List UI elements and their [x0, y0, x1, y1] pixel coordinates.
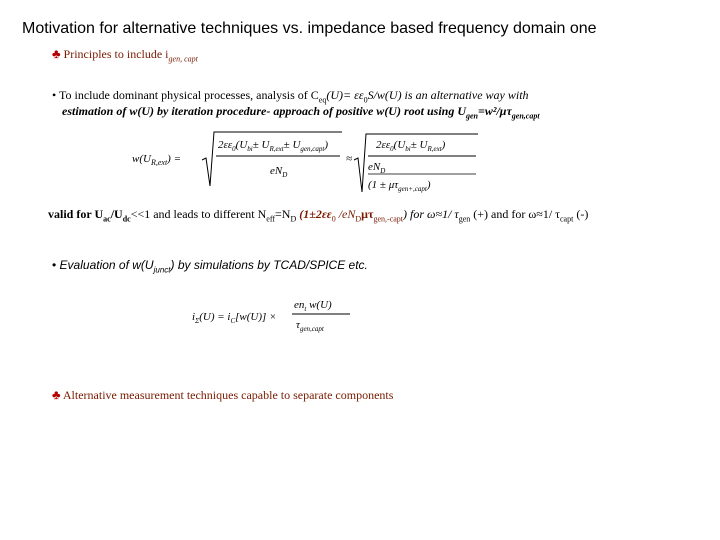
valid-h: ) for ω≈1/ τ	[403, 207, 459, 221]
valid-a-sub: ac	[103, 214, 111, 224]
para2-a: Evaluation of w(U	[59, 258, 154, 272]
club-bullet-icon: ♣	[52, 46, 61, 61]
equation-current-svg	[190, 294, 360, 342]
section-principles-sub: gen, capt	[168, 54, 198, 64]
section-alternative-text: Alternative measurement techniques capable to separate components	[62, 388, 394, 402]
para2-sub: junct	[153, 265, 171, 275]
eq2-numerator: $en_t$ w(U)	[294, 299, 332, 313]
svg-text:≈: ≈	[346, 153, 353, 165]
eq1-denominator-2b: $(1 \pm \mu\tau_{gen+,capt})$	[368, 179, 431, 193]
valid-a: valid for U	[48, 207, 104, 221]
eq2-denominator: $\tau_{gen,capt}$	[296, 319, 324, 333]
para1-text-a: To include dominant physical processes, analysis of C	[59, 88, 319, 102]
valid-i: (+) and for ω≈1/ τ	[470, 207, 560, 221]
valid-g: μτ	[361, 207, 374, 221]
section-principles-text: Principles to include i	[63, 47, 169, 61]
eq1-lhs: $w(U_{R,ext})$ =	[132, 153, 182, 167]
valid-e-sub: 0	[331, 214, 336, 224]
valid-b-sub: dc	[122, 214, 131, 224]
valid-h-sub: gen	[458, 214, 471, 224]
valid-g-sub: gen,-capt	[373, 214, 404, 224]
eq2-lhs: $i_\Sigma(U) = i_C[w(U)]$ ×	[192, 311, 277, 325]
paragraph-dominant-processes	[52, 88, 529, 104]
para2-b: ) by simulations by TCAD/SPICE etc.	[170, 258, 368, 272]
para1-text-b: (U)= εε	[326, 88, 364, 102]
valid-i-sub: capt	[560, 214, 574, 224]
valid-b: /U	[110, 207, 123, 221]
valid-d-sub: D	[290, 214, 297, 224]
para1-line2-a: estimation of w(U) by iteration procedure- approach of positive w(U) root using U	[62, 104, 466, 118]
para1-line2-b: =w²/μτ	[478, 104, 512, 118]
equation-w-svg	[130, 126, 480, 196]
eq1-denominator-2a: $eN_D$	[368, 161, 386, 175]
paragraph-estimation-line	[62, 104, 540, 120]
valid-c: <<1 and leads to different N	[130, 207, 267, 221]
section-principles	[52, 46, 198, 63]
para1-sub-0: 0	[363, 95, 368, 105]
validity-statement	[48, 207, 588, 223]
valid-d: =N	[275, 207, 291, 221]
eq1-numerator-2: $2\varepsilon\varepsilon_0(U_{bi}\pm U_{R,ext})$	[376, 139, 446, 153]
valid-f: /eN	[335, 207, 356, 221]
para1-text-c: S/w(U) is an alternative way with	[367, 88, 529, 102]
section-alternative-techniques	[52, 387, 393, 403]
para1-line2-sub2: gen,capt	[511, 111, 540, 121]
equation-current	[190, 294, 360, 342]
equation-w-iteration	[130, 126, 480, 196]
para1-sub-eq: eq	[318, 95, 327, 105]
eq1-denominator-1: $eN_D$	[270, 165, 288, 179]
paragraph-evaluation	[52, 258, 368, 274]
eq1-numerator-1: $2\varepsilon\varepsilon_0(U_{bi}\pm U_{R,ext}\pm U_{gen,capt})$	[218, 139, 328, 153]
valid-j: (-)	[573, 207, 589, 221]
valid-c-sub: eff	[266, 214, 276, 224]
club-bullet-icon-2: ♣	[52, 387, 61, 402]
bullet-dot-icon-2: •	[52, 258, 57, 272]
valid-f-sub: D	[355, 214, 362, 224]
valid-e: (1±2εε	[296, 207, 332, 221]
slide-title: Motivation for alternative techniques vs. impedance based frequency domain one	[22, 20, 597, 37]
para1-line2-sub: gen	[466, 111, 478, 121]
bullet-dot-icon: •	[52, 88, 57, 102]
